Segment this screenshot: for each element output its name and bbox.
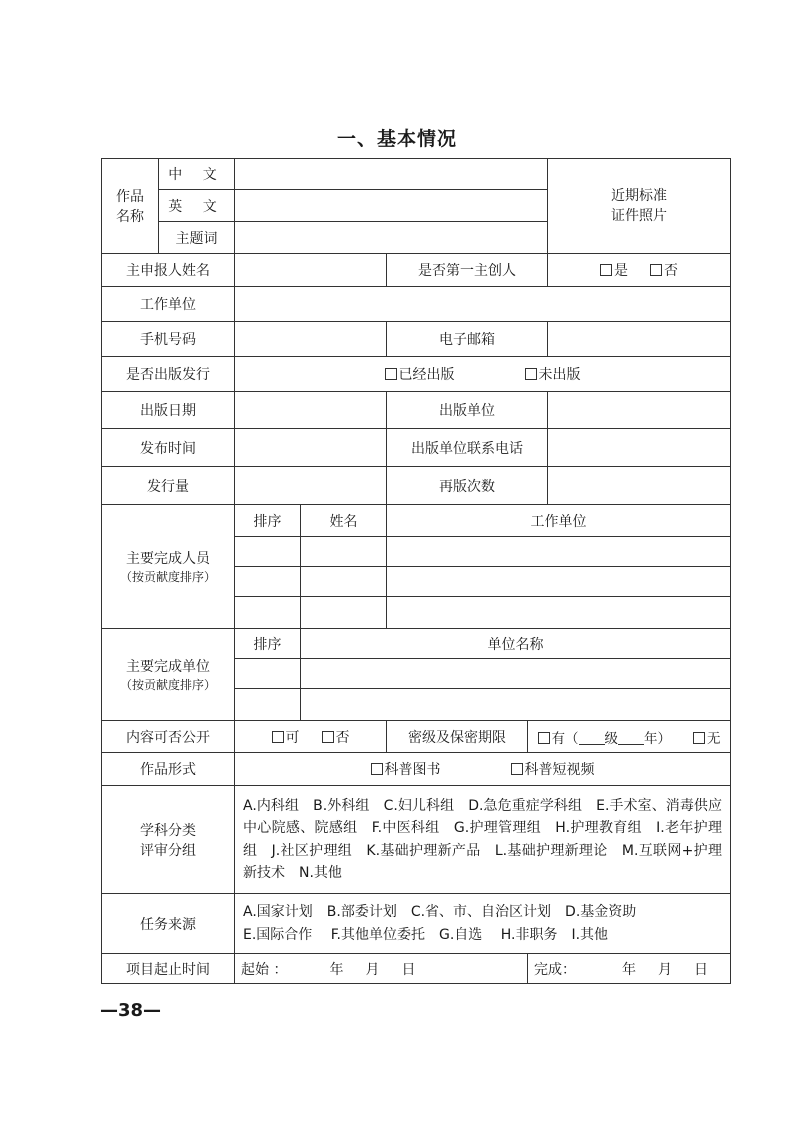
persons-rank-cell[interactable]: [235, 597, 301, 629]
main-persons-label: 主要完成人员 （按贡献度排序）: [102, 505, 235, 629]
work-unit-field[interactable]: [235, 287, 731, 322]
work-name-cn-label: 中 文: [159, 159, 235, 190]
section-title: 一、基本情况: [336, 128, 457, 150]
form-video-label: 科普短视频: [524, 762, 595, 778]
email-field[interactable]: [548, 322, 731, 357]
unpublished-checkbox[interactable]: [525, 368, 537, 380]
circulation-field[interactable]: [235, 467, 387, 505]
disclosure-label: 内容可否公开: [102, 721, 235, 753]
unpublished-option-label: 未出版: [538, 367, 581, 383]
published-options: [235, 357, 731, 392]
first-creator-label: 是否第一主创人: [387, 254, 548, 287]
persons-unit-cell[interactable]: [387, 597, 731, 629]
form-video-checkbox[interactable]: [511, 763, 523, 775]
persons-unit-header: 工作单位: [387, 505, 731, 537]
publish-date-field[interactable]: [235, 392, 387, 429]
page-number: —38—: [100, 1000, 162, 1021]
units-rank-cell[interactable]: [235, 659, 301, 689]
basic-info-table: [101, 158, 731, 984]
secret-level-blank[interactable]: [579, 732, 605, 745]
persons-name-cell[interactable]: [301, 597, 387, 629]
release-time-field[interactable]: [235, 429, 387, 467]
project-start-field[interactable]: 起始 ： 年 月 日: [235, 954, 528, 984]
units-rank-cell[interactable]: [235, 689, 301, 721]
yes-label: 是: [614, 263, 628, 279]
published-label: 是否出版发行: [102, 357, 235, 392]
release-time-label: 发布时间: [102, 429, 235, 467]
persons-name-header: 姓名: [301, 505, 387, 537]
project-period-label: 项目起止时间: [102, 954, 235, 984]
work-unit-label: 工作单位: [102, 287, 235, 322]
units-name-cell[interactable]: [301, 659, 731, 689]
publisher-label: 出版单位: [387, 392, 548, 429]
publish-date-label: 出版日期: [102, 392, 235, 429]
first-creator-no-checkbox[interactable]: [650, 264, 662, 276]
persons-rank-cell[interactable]: [235, 567, 301, 597]
publisher-field[interactable]: [548, 392, 731, 429]
published-option-label: 已经出版: [398, 367, 455, 383]
work-name-en-label: 英 文: [159, 190, 235, 222]
first-creator-options: [548, 254, 731, 287]
work-name-label: 作品 名称: [102, 159, 159, 254]
published-checkbox[interactable]: [385, 368, 397, 380]
work-form-label: 作品形式: [102, 753, 235, 786]
photo-box[interactable]: 近期标准 证件照片: [548, 159, 731, 254]
units-name-header: 单位名称: [301, 629, 731, 659]
disclosure-no-checkbox[interactable]: [322, 731, 334, 743]
keywords-label: 主题词: [159, 222, 235, 254]
work-name-cn-field[interactable]: [235, 159, 548, 190]
reprint-field[interactable]: [548, 467, 731, 505]
persons-unit-cell[interactable]: [387, 537, 731, 567]
disclosure-yes-checkbox[interactable]: [272, 731, 284, 743]
persons-name-cell[interactable]: [301, 537, 387, 567]
publisher-phone-field[interactable]: [548, 429, 731, 467]
secret-year-blank[interactable]: [618, 732, 644, 745]
secret-level-label: 密级及保密期限: [387, 721, 528, 753]
applicant-name-label: 主申报人姓名: [102, 254, 235, 287]
persons-rank-header: 排序: [235, 505, 301, 537]
main-units-label: 主要完成单位 （按贡献度排序）: [102, 629, 235, 721]
subject-group-text: A.内科组 B.外科组 C.妇儿科组 D.急危重症学科组 E.手术室、消毒供应中心院感、院感组 F.中医科组 G.护理管理组 H.护理教育组 I.老年护理组 J.社区护理组 K.基础护理新产品 L.基础护理新理论 M.互联网+护理新技术 N.其他: [235, 786, 731, 894]
secret-level-options: 有（ 级 年） 无: [528, 721, 731, 753]
keywords-field[interactable]: [235, 222, 548, 254]
work-name-en-field[interactable]: [235, 190, 548, 222]
work-form-options: [235, 753, 731, 786]
circulation-label: 发行量: [102, 467, 235, 505]
no-label: 否: [664, 263, 678, 279]
email-label: 电子邮箱: [387, 322, 548, 357]
form-book-checkbox[interactable]: [371, 763, 383, 775]
persons-name-cell[interactable]: [301, 567, 387, 597]
secret-none-checkbox[interactable]: [693, 732, 705, 744]
task-source-text: A.国家计划 B.部委计划 C.省、市、自治区计划 D.基金资助 E.国际合作 F.其他单位委托 G.自选 H.非职务 I.其他: [235, 894, 731, 954]
disclosure-options: [235, 721, 387, 753]
publisher-phone-label: 出版单位联系电话: [387, 429, 548, 467]
persons-unit-cell[interactable]: [387, 567, 731, 597]
phone-label: 手机号码: [102, 322, 235, 357]
units-rank-header: 排序: [235, 629, 301, 659]
phone-field[interactable]: [235, 322, 387, 357]
secret-has-checkbox[interactable]: [538, 732, 550, 744]
units-name-cell[interactable]: [301, 689, 731, 721]
persons-rank-cell[interactable]: [235, 537, 301, 567]
disclosure-yes-label: 可: [285, 729, 300, 746]
first-creator-yes-checkbox[interactable]: [600, 264, 612, 276]
reprint-label: 再版次数: [387, 467, 548, 505]
form-book-label: 科普图书: [384, 762, 441, 778]
subject-group-label: 学科分类 评审分组: [102, 786, 235, 894]
project-end-field[interactable]: 完成： 年 月 日: [528, 954, 731, 984]
applicant-name-field[interactable]: [235, 254, 387, 287]
disclosure-no-label: 否: [335, 729, 350, 746]
task-source-label: 任务来源: [102, 894, 235, 954]
